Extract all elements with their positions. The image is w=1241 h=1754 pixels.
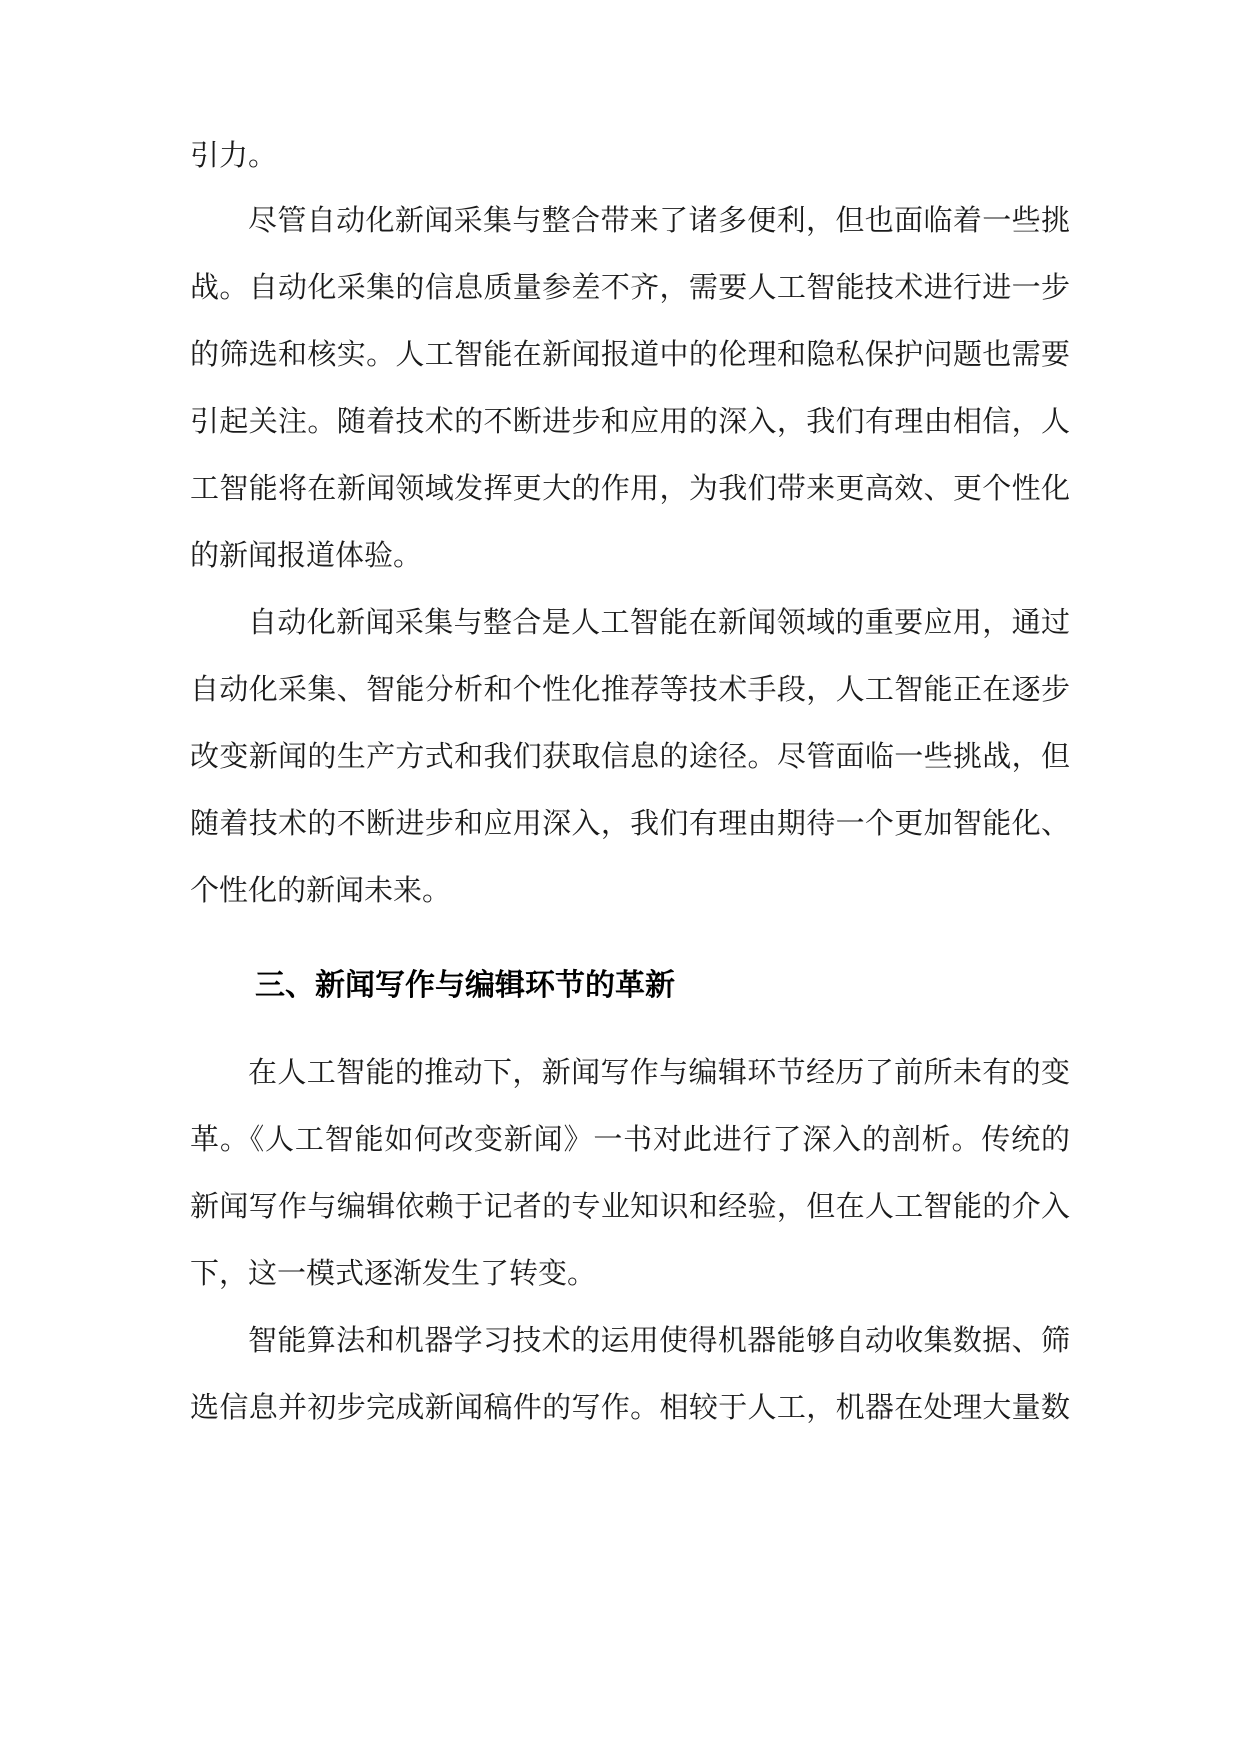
- text-line: 个性化的新闻未来。: [190, 873, 452, 907]
- text-line: 智能算法和机器学习技术的运用使得机器能够自动收集数据、筛: [248, 1323, 1070, 1357]
- text-line: 下，这一模式逐渐发生了转变。: [190, 1256, 597, 1290]
- text-line: 的筛选和核实。人工智能在新闻报道中的伦理和隐私保护问题也需要: [190, 337, 1070, 371]
- text-line: 新闻写作与编辑依赖于记者的专业知识和经验，但在人工智能的介入: [190, 1189, 1070, 1223]
- text-line: 战。自动化采集的信息质量参差不齐，需要人工智能技术进行进一步: [190, 270, 1070, 304]
- section-heading: 三、新闻写作与编辑环节的革新: [255, 968, 675, 1003]
- text-line: 的新闻报道体验。: [190, 538, 423, 572]
- text-line: 改变新闻的生产方式和我们获取信息的途径。尽管面临一些挑战，但: [190, 739, 1070, 773]
- text-line: 自动化采集、智能分析和个性化推荐等技术手段，人工智能正在逐步: [190, 672, 1070, 706]
- text-line: 革。《人工智能如何改变新闻》一书对此进行了深入的剖析。传统的: [190, 1122, 1070, 1156]
- text-line: 选信息并初步完成新闻稿件的写作。相较于人工，机器在处理大量数: [190, 1390, 1070, 1424]
- text-line: 尽管自动化新闻采集与整合带来了诸多便利，但也面临着一些挑: [248, 203, 1070, 237]
- text-line: 工智能将在新闻领域发挥更大的作用，为我们带来更高效、更个性化: [190, 471, 1070, 505]
- text-line: 在人工智能的推动下，新闻写作与编辑环节经历了前所未有的变: [248, 1055, 1070, 1089]
- text-line: 引力。: [190, 138, 278, 172]
- text-line: 引起关注。随着技术的不断进步和应用的深入，我们有理由相信，人: [190, 404, 1070, 438]
- text-line: 自动化新闻采集与整合是人工智能在新闻领域的重要应用，通过: [248, 605, 1070, 639]
- text-line: 随着技术的不断进步和应用深入，我们有理由期待一个更加智能化、: [190, 806, 1070, 840]
